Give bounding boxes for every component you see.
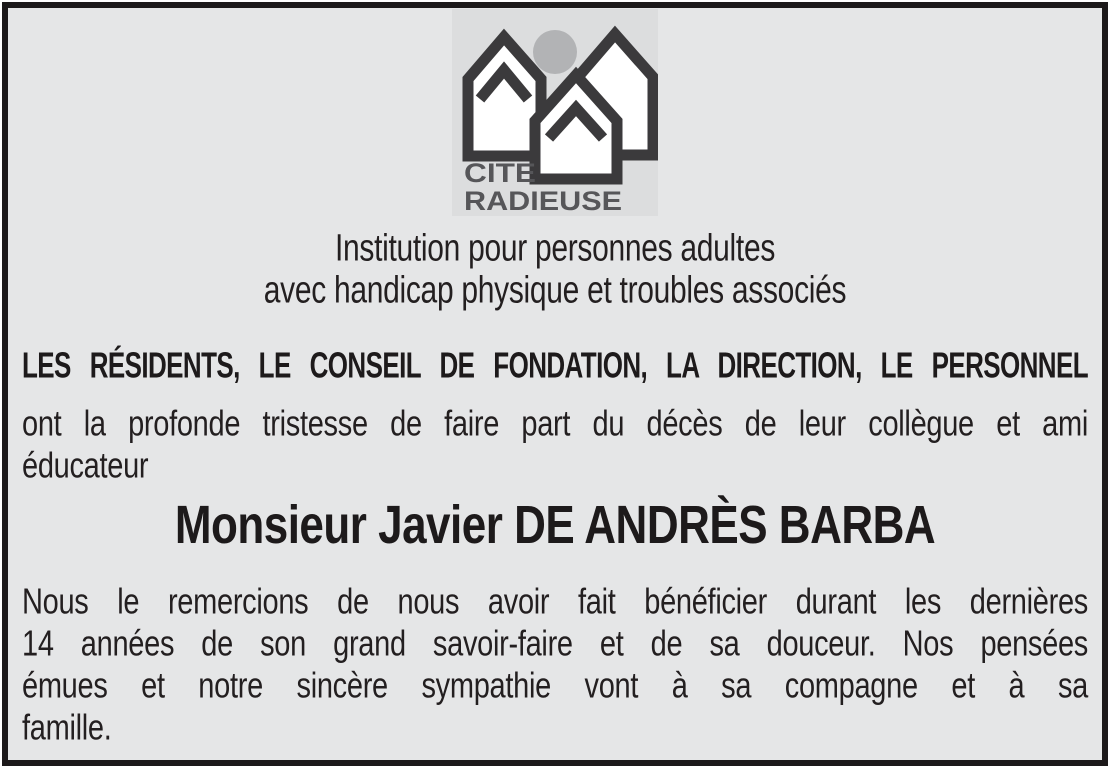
death-notice [2,2,1108,766]
intro-line-1: ont la profonde tristesse de faire part du décès de leur collègue et ami [22,403,1088,445]
logo-text-radieuse: RADIEUSE [464,186,622,216]
logo-text-cite: CITE [464,158,536,188]
tribute-line-2: 14 années de son grand savoir-faire et de sa douceur. Nos pensées [22,623,1088,665]
tribute-line-4: famille. [22,707,112,749]
deceased-name: Monsieur Javier DE ANDRÈS BARBA [174,495,936,556]
tribute-paragraph [22,581,1088,749]
subtitle-line-2: avec handicap physique et troubles associés [263,269,847,312]
intro-paragraph [22,403,1088,487]
houses-logo-icon [452,9,658,216]
institution-subtitle [22,228,1088,312]
sun-icon [533,30,577,74]
tribute-line-1: Nous le remercions de nous avoir fait bénéficier durant les dernières [22,581,1088,623]
subtitle-line-1: Institution pour personnes adultes [334,227,776,270]
tribute-line-3: émues et notre sincère sympathie vont à sa compagne et à sa [22,665,1088,707]
intro-line-2: éducateur [22,445,149,487]
cite-radieuse-logo [452,9,658,216]
announcers-line: LES RÉSIDENTS, LE CONSEIL DE FONDATION, LA DIRECTION, LE PERSONNEL [22,344,1088,386]
